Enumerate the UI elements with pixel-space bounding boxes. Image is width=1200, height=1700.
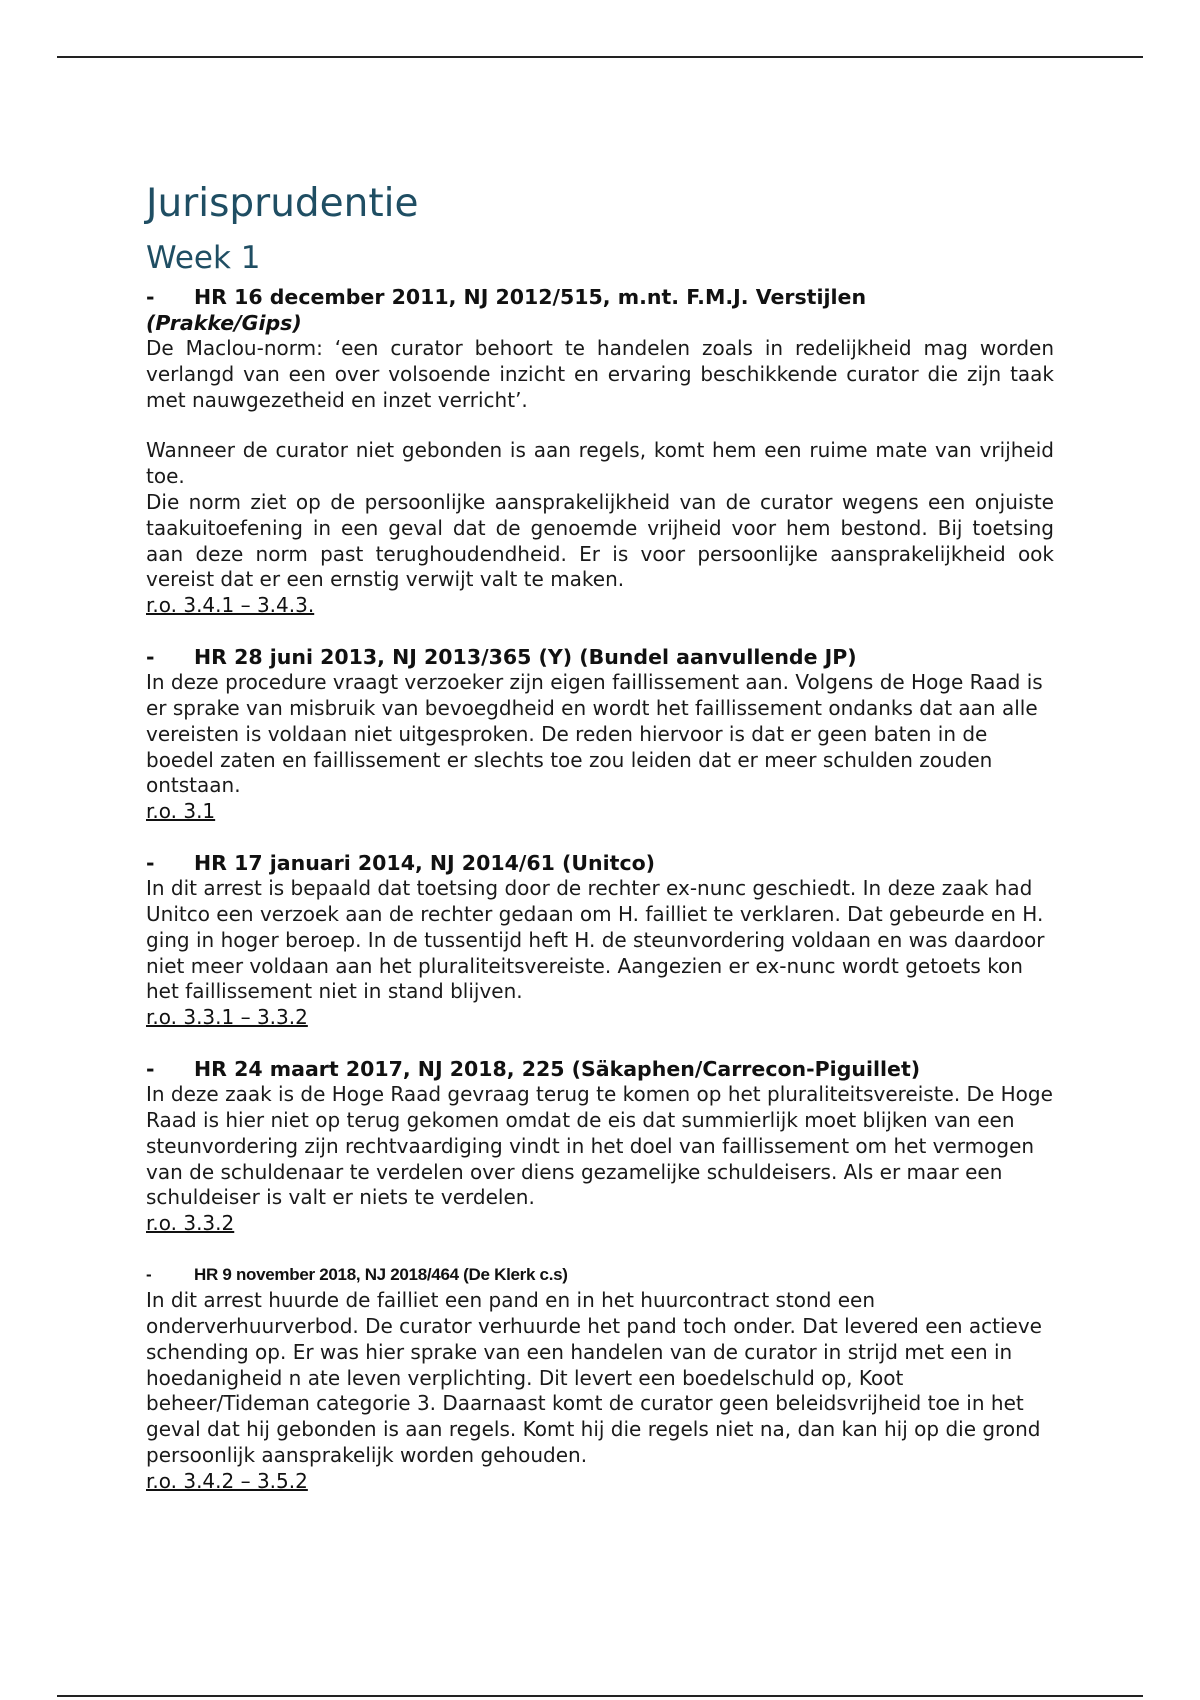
- document-body: [146, 176, 1054, 1520]
- case-citation: HR 9 november 2018, NJ 2018/464 (De Klerk c.s): [194, 1265, 568, 1285]
- case-heading: - HR 24 maart 2017, NJ 2018, 225 (Säkaphen/Carrecon-Piguillet): [146, 1057, 921, 1082]
- case-paragraph: De Maclou-norm: ‘een curator behoort te handelen zoals in redelijkheid mag worden verlangd van een over volsoende inzicht en ervaring beschikkende curator die zijn taak met nauwgezetheid en inzet verricht’.: [146, 336, 1054, 412]
- case-entry: [146, 644, 1054, 824]
- footer-rule: [57, 1695, 1143, 1697]
- case-paragraph: In dit arrest huurde de failliet een pand en in het huurcontract stond een onderverhuurverbod. De curator verhuurde het pand toch onder. Dat levered een actieve schending op. Er was hier sprake van een handelen van de curator in strijd met een in hoedanigheid n ate leven verplichting. Dit levert een boedelschuld op, Koot beheer/Tideman categorie 3. Daarnaast komt de curator geen beleidsvrijheid toe in het geval dat hij gebonden is aan regels. Komt hij die regels niet na, dan kan hij op die grond persoonlijk aansprakelijk worden gehouden.: [146, 1288, 1042, 1467]
- case-reference: r.o. 3.3.2: [146, 1211, 235, 1236]
- case-paragraph: In deze zaak is de Hoge Raad gevraag terug te komen op het pluraliteitsvereiste. De Hoge Raad is hier niet op terug gekomen omdat de eis dat summierlijk moet blijken van een steunvordering zijn rechtvaardiging vindt in het doel van faillissement om het vermogen van de schuldenaar te verdelen over diens gezamelijke schuldeisers. Als er maar een schuldeiser is valt er niets te verdelen.: [146, 1082, 1053, 1210]
- case-paragraph: Die norm ziet op de persoonlijke aansprakelijkheid van de curator wegens een onjuiste taakuitoefening in een geval dat de genoemde vrijheid voor hem bestond. Bij toetsing aan deze norm past terughoudendheid. Er is voor persoonlijke aansprakelijkheid ook vereist dat er een ernstig verwijt valt te maken.: [146, 489, 1054, 592]
- case-citation: HR 24 maart 2017, NJ 2018, 225 (Säkaphen/Carrecon-Piguillet): [194, 1057, 921, 1082]
- case-entry: [146, 1262, 1054, 1494]
- case-citation: HR 16 december 2011, NJ 2012/515, m.nt. F.M.J. Verstijlen: [194, 285, 867, 309]
- case-heading: - HR 9 november 2018, NJ 2018/464 (De Klerk c.s): [146, 1265, 568, 1285]
- case-reference: r.o. 3.3.1 – 3.3.2: [146, 1005, 308, 1030]
- case-heading: - HR 17 januari 2014, NJ 2014/61 (Unitco): [146, 851, 656, 876]
- case-heading: - HR 16 december 2011, NJ 2012/515, m.nt. F.M.J. Verstijlen (Prakke/Gips): [146, 284, 1054, 336]
- case-name: (Prakke/Gips): [146, 311, 302, 335]
- case-entry: [146, 850, 1054, 1030]
- case-reference: r.o. 3.4.1 – 3.4.3.: [146, 593, 315, 618]
- case-paragraph: In dit arrest is bepaald dat toetsing door de rechter ex-nunc geschiedt. In deze zaak had Unitco een verzoek aan de rechter gedaan om H. failliet te verklaren. Dat gebeurde en H. ging in hoger beroep. In de tussentijd heft H. de steunvordering voldaan en was daardoor niet meer voldaan aan het pluraliteitsvereiste. Aangezien er ex-nunc wordt getoets kon het faillissement niet in stand blijven.: [146, 876, 1045, 1004]
- case-citation: HR 17 januari 2014, NJ 2014/61 (Unitco): [194, 851, 656, 876]
- page-title: Jurisprudentie: [146, 181, 419, 226]
- case-paragraph: Wanneer de curator niet gebonden is aan regels, komt hem een ruime mate van vrijheid toe.: [146, 438, 1054, 489]
- case-entry: [146, 284, 1054, 618]
- case-heading: - HR 28 juni 2013, NJ 2013/365 (Y) (Bundel aanvullende JP): [146, 645, 857, 670]
- section-heading: Week 1: [146, 240, 261, 276]
- case-citation: HR 28 juni 2013, NJ 2013/365 (Y) (Bundel aanvullende JP): [194, 645, 857, 670]
- case-reference: r.o. 3.1: [146, 799, 216, 824]
- case-reference: r.o. 3.4.2 – 3.5.2: [146, 1468, 308, 1493]
- case-entry: [146, 1056, 1054, 1236]
- header-rule: [57, 56, 1143, 58]
- case-paragraph: In deze procedure vraagt verzoeker zijn eigen faillissement aan. Volgens de Hoge Raad is er sprake van misbruik van bevoegdheid en wordt het faillissement ondanks dat aan alle vereisten is voldaan niet uitgesproken. De reden hiervoor is dat er geen baten in de boedel zaten en faillissement er slechts toe zou leiden dat er meer schulden zouden ontstaan.: [146, 670, 1043, 798]
